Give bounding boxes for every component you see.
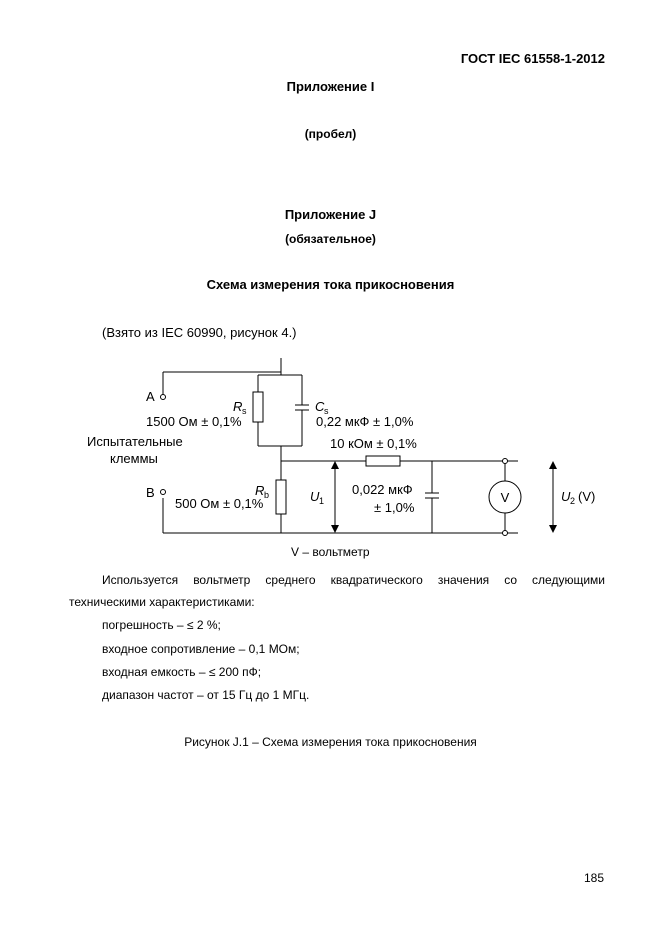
terminals-label-2: клеммы — [110, 451, 158, 466]
rs-value: 1500 Ом ± 0,1% — [146, 414, 242, 429]
annex-i-note: (пробел) — [304, 127, 357, 141]
u2-arrow-down-icon — [549, 525, 557, 533]
u2-subscript: 2 — [570, 496, 576, 506]
vm-bottom-node — [503, 531, 508, 536]
rb-symbol: R — [255, 483, 265, 498]
cs-subscript: s — [324, 406, 329, 416]
voltmeter-icon: V — [500, 490, 510, 505]
u2-arrow-up-icon — [549, 461, 557, 469]
r-series-value: 10 кОм ± 0,1% — [330, 436, 417, 451]
u1-subscript: 1 — [319, 496, 325, 506]
list-item: входная емкость – ≤ 200 пФ; — [102, 665, 262, 679]
vm-top-node — [503, 459, 508, 464]
u1-arrow-up-icon — [331, 461, 339, 469]
paragraph-line-1: Используется вольтметр среднего квадратического значения со следующими — [102, 573, 605, 587]
u1-symbol: U — [310, 489, 320, 504]
terminals-label-1: Испытательные — [87, 434, 183, 449]
list-item: входное сопротивление – 0,1 МОм; — [102, 642, 300, 656]
voltmeter-legend: V – вольтметр — [291, 545, 370, 559]
rb-value: 500 Ом ± 0,1% — [175, 496, 264, 511]
u2-symbol: U — [561, 489, 571, 504]
resistor-10k — [366, 456, 400, 466]
annex-j-title: Приложение J — [284, 207, 377, 222]
page-number: 185 — [584, 871, 605, 885]
c2-value-1: 0,022 мкФ — [352, 482, 413, 497]
paragraph-line-2: техническими характеристиками: — [69, 595, 255, 609]
rb-subscript: b — [264, 490, 270, 500]
list-item: погрешность – ≤ 2 %; — [102, 618, 221, 632]
annex-j-status: (обязательное) — [285, 232, 376, 246]
rs-subscript: s — [242, 406, 247, 416]
figure-caption: Рисунок J.1 – Схема измерения тока прикосновения — [184, 735, 477, 749]
cs-symbol: C — [315, 399, 325, 414]
source-note: (Взято из IEC 60990, рисунок 4.) — [102, 325, 297, 340]
list-item: диапазон частот – от 15 Гц до 1 МГц. — [102, 688, 310, 702]
terminal-b-label: B — [146, 485, 155, 500]
u1-arrow-down-icon — [331, 525, 339, 533]
rs-symbol: R — [233, 399, 243, 414]
resistor-rs — [253, 392, 263, 422]
document-id: ГОСТ IEC 61558-1-2012 — [460, 51, 605, 66]
resistor-rb — [276, 480, 286, 514]
body-paragraph — [69, 569, 605, 613]
terminal-a-label: A — [146, 389, 155, 404]
terminal-b-dot — [161, 490, 166, 495]
circuit-diagram — [0, 350, 661, 565]
annex-i-title: Приложение I — [286, 79, 375, 94]
annex-j-subtitle: Схема измерения тока прикосновения — [206, 277, 455, 292]
c2-value-2: ± 1,0% — [374, 500, 415, 515]
cs-value: 0,22 мкФ ± 1,0% — [316, 414, 414, 429]
u2-suffix: (V) — [578, 489, 596, 504]
terminal-a-dot — [161, 395, 166, 400]
